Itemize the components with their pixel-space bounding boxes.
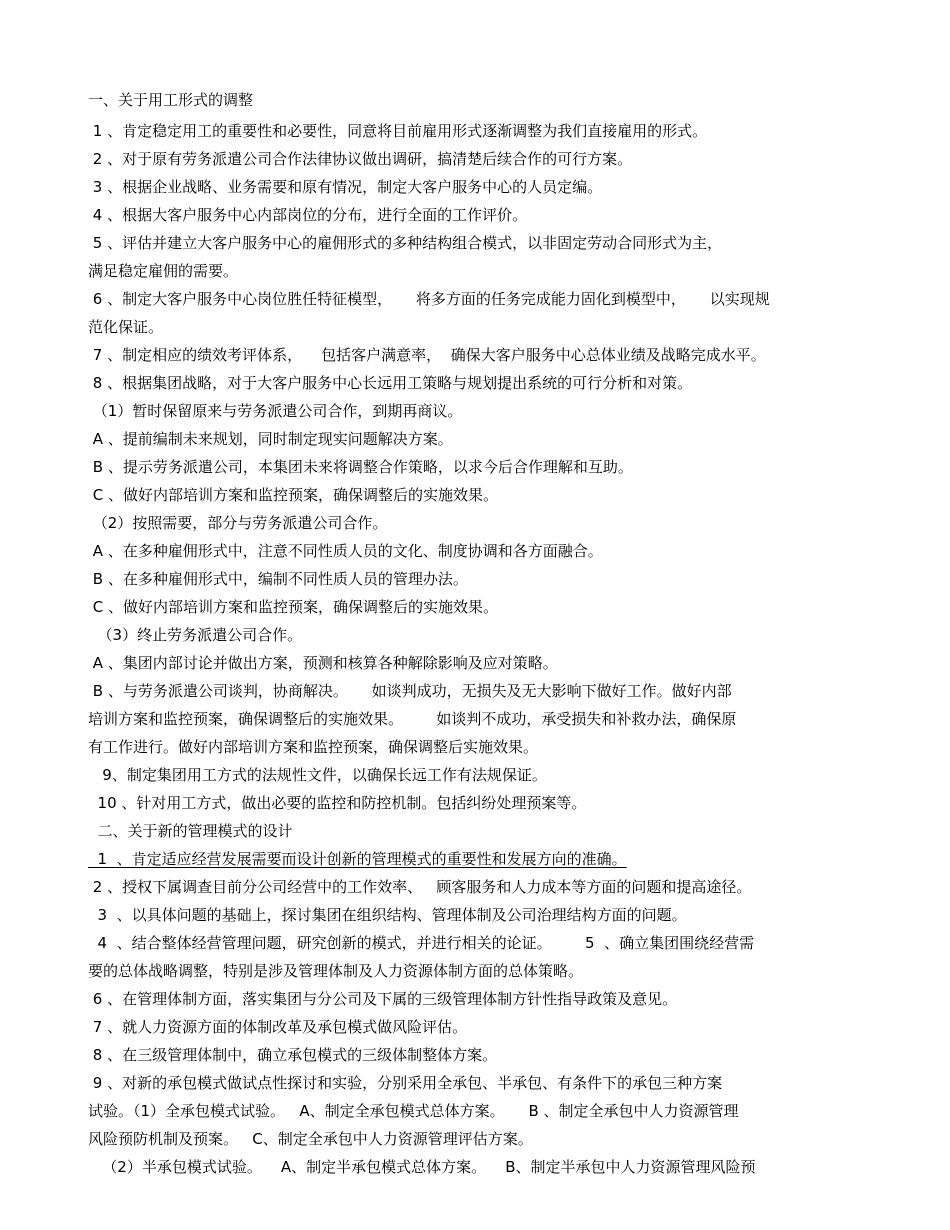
paragraph-line: 3 、以具体问题的基础上，探讨集团在组织结构、管理体制及公司治理结构方面的问题。 <box>88 906 687 924</box>
section-heading: 二、关于新的管理模式的设计 <box>88 822 293 840</box>
paragraph-line: A 、在多种雇佣形式中，注意不同性质人员的文化、制度协调和各方面融合。 <box>88 542 603 560</box>
paragraph-line: 7 、就人力资源方面的体制改革及承包模式做风险评估。 <box>88 1018 468 1036</box>
paragraph-line: C 、做好内部培训方案和监控预案，确保调整后的实施效果。 <box>88 598 499 616</box>
paragraph-line: 5 、评估并建立大客户服务中心的雇佣形式的多种结构组合模式，以非固定劳动合同形式为主， <box>88 234 723 252</box>
paragraph-line: 6 、在管理体制方面，落实集团与分公司及下属的三级管理体制方针性指导政策及意见。 <box>88 990 678 1008</box>
paragraph-line: 范化保证。 <box>88 318 164 336</box>
paragraph-line: 1 、肯定稳定用工的重要性和必要性，同意将目前雇用形式逐渐调整为我们直接雇用的形式。 <box>88 122 708 140</box>
paragraph-line: （3）终止劳务派遣公司合作。 <box>88 626 303 644</box>
paragraph-line: A 、集团内部讨论并做出方案，预测和核算各种解除影响及应对策略。 <box>88 654 558 672</box>
paragraph-line: 9、制定集团用工方式的法规性文件，以确保长远工作有法规保证。 <box>88 766 547 784</box>
paragraph-line: 有工作进行。做好内部培训方案和监控预案，确保调整后实施效果。 <box>88 738 539 756</box>
paragraph-line: 2 、授权下属调查目前分公司经营中的工作效率、 顾客服务和人力成本等方面的问题和提高途径。 <box>88 878 752 896</box>
paragraph-line: A 、提前编制未来规划，同时制定现实问题解决方案。 <box>88 430 453 448</box>
paragraph-line: （2）半承包模式试验。 A、制定半承包模式总体方案。 B、制定半承包中人力资源管理风险预 <box>88 1158 756 1176</box>
paragraph-line: 1 、肯定适应经营发展需要而设计创新的管理模式的重要性和发展方向的准确。 <box>88 850 627 868</box>
paragraph-line: （2）按照需要，部分与劳务派遣公司合作。 <box>88 514 388 532</box>
paragraph-line: B 、在多种雇佣形式中，编制不同性质人员的管理办法。 <box>88 570 468 588</box>
paragraph-line: 8 、根据集团战略，对于大客户服务中心长远用工策略与规划提出系统的可行分析和对策。 <box>88 374 693 392</box>
paragraph-line: 6 、制定大客户服务中心岗位胜任特征模型， 将多方面的任务完成能力固化到模型中， 以实现规 <box>88 290 770 308</box>
paragraph-line: 7 、制定相应的绩效考评体系， 包括客户满意率， 确保大客户服务中心总体业绩及战略完成水平。 <box>88 346 766 364</box>
paragraph-line: B 、与劳务派遣公司谈判，协商解决。 如谈判成功，无损失及无大影响下做好工作。做好内部 <box>88 682 732 700</box>
paragraph-line: 4 、根据大客户服务中心内部岗位的分布，进行全面的工作评价。 <box>88 206 528 224</box>
paragraph-line: 要的总体战略调整，特别是涉及管理体制及人力资源体制方面的总体策略。 <box>88 962 584 980</box>
paragraph-line: 4 、结合整体经营管理问题，研究创新的模式，并进行相关的论证。 5 、确立集团围绕经营需 <box>88 934 755 952</box>
paragraph-line: 风险预防机制及预案。 C、制定全承包中人力资源管理评估方案。 <box>88 1130 533 1148</box>
paragraph-line: 3 、根据企业战略、业务需要和原有情况，制定大客户服务中心的人员定编。 <box>88 178 603 196</box>
paragraph-line: 2 、对于原有劳务派遣公司合作法律协议做出调研，搞清楚后续合作的可行方案。 <box>88 150 633 168</box>
paragraph-line: C 、做好内部培训方案和监控预案，确保调整后的实施效果。 <box>88 486 499 504</box>
paragraph-line: 9 、对新的承包模式做试点性探讨和实验，分别采用全承包、半承包、有条件下的承包三种方案 <box>88 1074 723 1092</box>
section-heading: 一、关于用工形式的调整 <box>88 91 254 109</box>
paragraph-line: 10 、针对用工方式，做出必要的监控和防控机制。包括纠纷处理预案等。 <box>88 794 587 812</box>
paragraph-line: 满足稳定雇佣的需要。 <box>88 262 239 280</box>
paragraph-line: B 、提示劳务派遣公司，本集团未来将调整合作策略，以求今后合作理解和互助。 <box>88 458 633 476</box>
paragraph-line: （1）暂时保留原来与劳务派遣公司合作，到期再商议。 <box>88 402 463 420</box>
paragraph-line: 8 、在三级管理体制中，确立承包模式的三级体制整体方案。 <box>88 1046 498 1064</box>
paragraph-line: 试验。（1）全承包模式试验。 A、制定全承包模式总体方案。 B 、制定全承包中人力资源管理 <box>88 1102 739 1120</box>
paragraph-line: 培训方案和监控预案，确保调整后的实施效果。 如谈判不成功，承受损失和补救办法，确保原 <box>88 710 737 728</box>
